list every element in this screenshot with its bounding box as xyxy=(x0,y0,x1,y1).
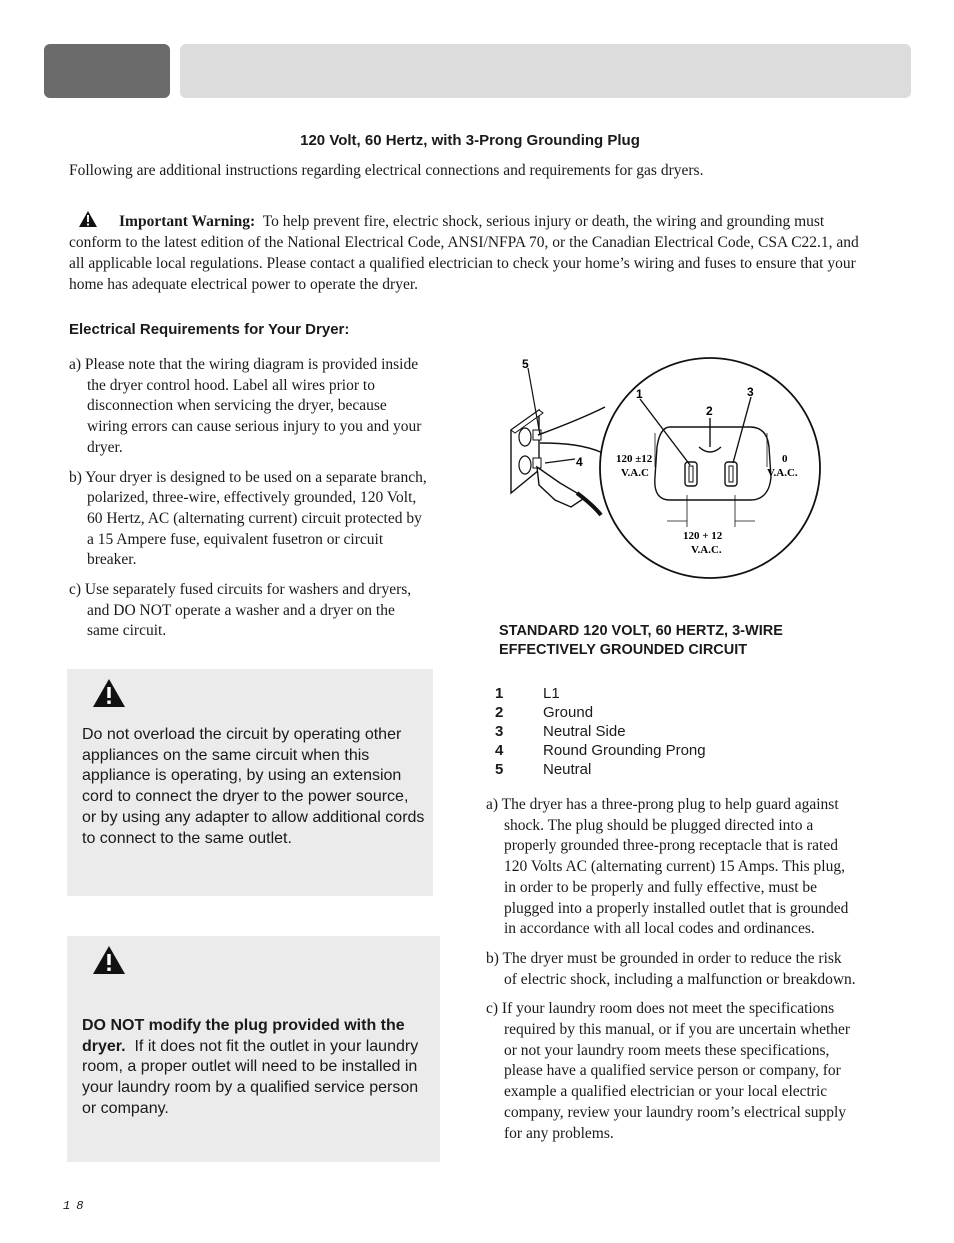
voltage-right-unit: V.A.C. xyxy=(767,467,798,479)
list-item: c) Use separately fused circuits for washers and dryers, and DO NOT operate a washer and a dryer on the same circuit. xyxy=(69,581,412,640)
warning-triangle-icon xyxy=(79,211,97,227)
list-item: a) The dryer has a three-prong plug to help guard against shock. The plug should be plugged directed into a properly grounded three-prong receptacle that is rated 120 Volts AC (alternating current) 15 Amps. This plug, in order to be properly and fully effective, must be plugged into a properly installed outlet that is grounded in accordance with all local codes and ordinances. xyxy=(486,796,849,938)
callout-4: 4 xyxy=(576,455,583,469)
legend-label: Ground xyxy=(543,704,594,721)
page-number: 18 xyxy=(63,1199,90,1213)
warning-box-text: Do not overload the circuit by operating other appliances on the same circuit when this appliance is operating, by using an extension cord to connect the dryer to the power source, or by using any adapter to allow additional cords to connect to the same outlet. xyxy=(82,726,425,847)
callout-5: 5 xyxy=(522,357,529,371)
callout-1: 1 xyxy=(636,387,643,401)
voltage-left-unit: V.A.C xyxy=(621,467,649,479)
warning-box-plug xyxy=(67,936,440,1162)
legend-label: L1 xyxy=(543,685,560,702)
warning-box-overload xyxy=(67,669,433,896)
list-item: a) Please note that the wiring diagram is provided inside the dryer control hood. Label all wires prior to disconnection when servicing the dryer, because wiring errors can cause serious injury to you and your dryer. xyxy=(69,356,422,456)
callout-3: 3 xyxy=(747,385,754,399)
important-warning-label: Important Warning: xyxy=(119,213,256,230)
voltage-bottom-value: 120 + 12 xyxy=(683,530,723,542)
voltage-right-value: 0 xyxy=(782,453,788,465)
legend-num: 5 xyxy=(495,761,504,778)
header-tab-dark xyxy=(44,44,170,98)
requirements-title: Electrical Requirements for Your Dryer: xyxy=(69,321,350,338)
list-item: b) The dryer must be grounded in order to reduce the risk of electric shock, including a malfunction or breakdown. xyxy=(486,949,856,988)
legend-row xyxy=(495,760,706,779)
list-item: b) Your dryer is designed to be used on a separate branch, polarized, three-wire, effectively grounded, 120 Volt, 60 Hertz, AC (alternating current) circuit protected by a 15 Ampere fuse, equivalent fusetron or circuit breaker. xyxy=(69,468,427,569)
outlet-diagram xyxy=(505,355,865,585)
legend-num: 2 xyxy=(495,704,504,721)
warning-triangle-icon xyxy=(93,946,125,974)
voltage-left-value: 120 ±12 xyxy=(616,453,653,465)
header-bar xyxy=(180,44,911,98)
right-list xyxy=(486,795,856,1153)
callout-2: 2 xyxy=(706,404,713,418)
legend-row xyxy=(495,684,706,703)
left-list xyxy=(69,355,429,651)
list-item: c) If your laundry room does not meet the specifications required by this manual, or if you are uncertain whether or not your laundry room meets these specifications, please have a qualified service person or company, for example a qualified electrician or your local electric company, review your laundry room’s electrical supply for any problems. xyxy=(486,1000,851,1142)
legend-num: 4 xyxy=(495,742,504,759)
voltage-bottom-unit: V.A.C. xyxy=(691,544,722,556)
legend-label: Neutral xyxy=(543,761,592,778)
legend-num: 3 xyxy=(495,723,504,740)
legend-row xyxy=(495,722,706,741)
figure-caption: STANDARD 120 VOLT, 60 HERTZ, 3-WIRE EFFECTIVELY GROUNDED CIRCUIT xyxy=(499,623,783,658)
legend-row xyxy=(495,741,706,760)
plug-cord xyxy=(537,467,601,515)
important-warning xyxy=(69,211,869,295)
warning-triangle-icon xyxy=(93,679,125,707)
section-title: 120 Volt, 60 Hertz, with 3-Prong Grounding Plug xyxy=(300,132,640,149)
legend-num: 1 xyxy=(495,685,504,702)
intro-paragraph: Following are additional instructions regarding electrical connections and requirements for gas dryers. xyxy=(69,162,704,179)
important-warning-text: To help prevent fire, electric shock, serious injury or death, the wiring and grounding must conform to the latest edition of the National Electrical Code, ANSI/NFPA 70, or the Canadian Electrical Code, CSA C22.1, and all applicable local regulations. Please contact a qualified electrician to check your home’s wiring and fuses to ensure that your home has adequate electrical power to operate the dryer. xyxy=(69,213,859,293)
warning-box-text xyxy=(82,1016,427,1120)
legend-label: Round Grounding Prong xyxy=(543,742,706,759)
warning-box-body: If it does not fit the outlet in your laundry room, a proper outlet will need to be installed in your laundry room by a qualified service person or company. xyxy=(82,1037,419,1117)
legend xyxy=(495,684,706,779)
legend-label: Neutral Side xyxy=(543,723,626,740)
legend-row xyxy=(495,703,706,722)
warning-box-bold: DO NOT modify the plug provided with the dryer. xyxy=(82,1017,405,1055)
